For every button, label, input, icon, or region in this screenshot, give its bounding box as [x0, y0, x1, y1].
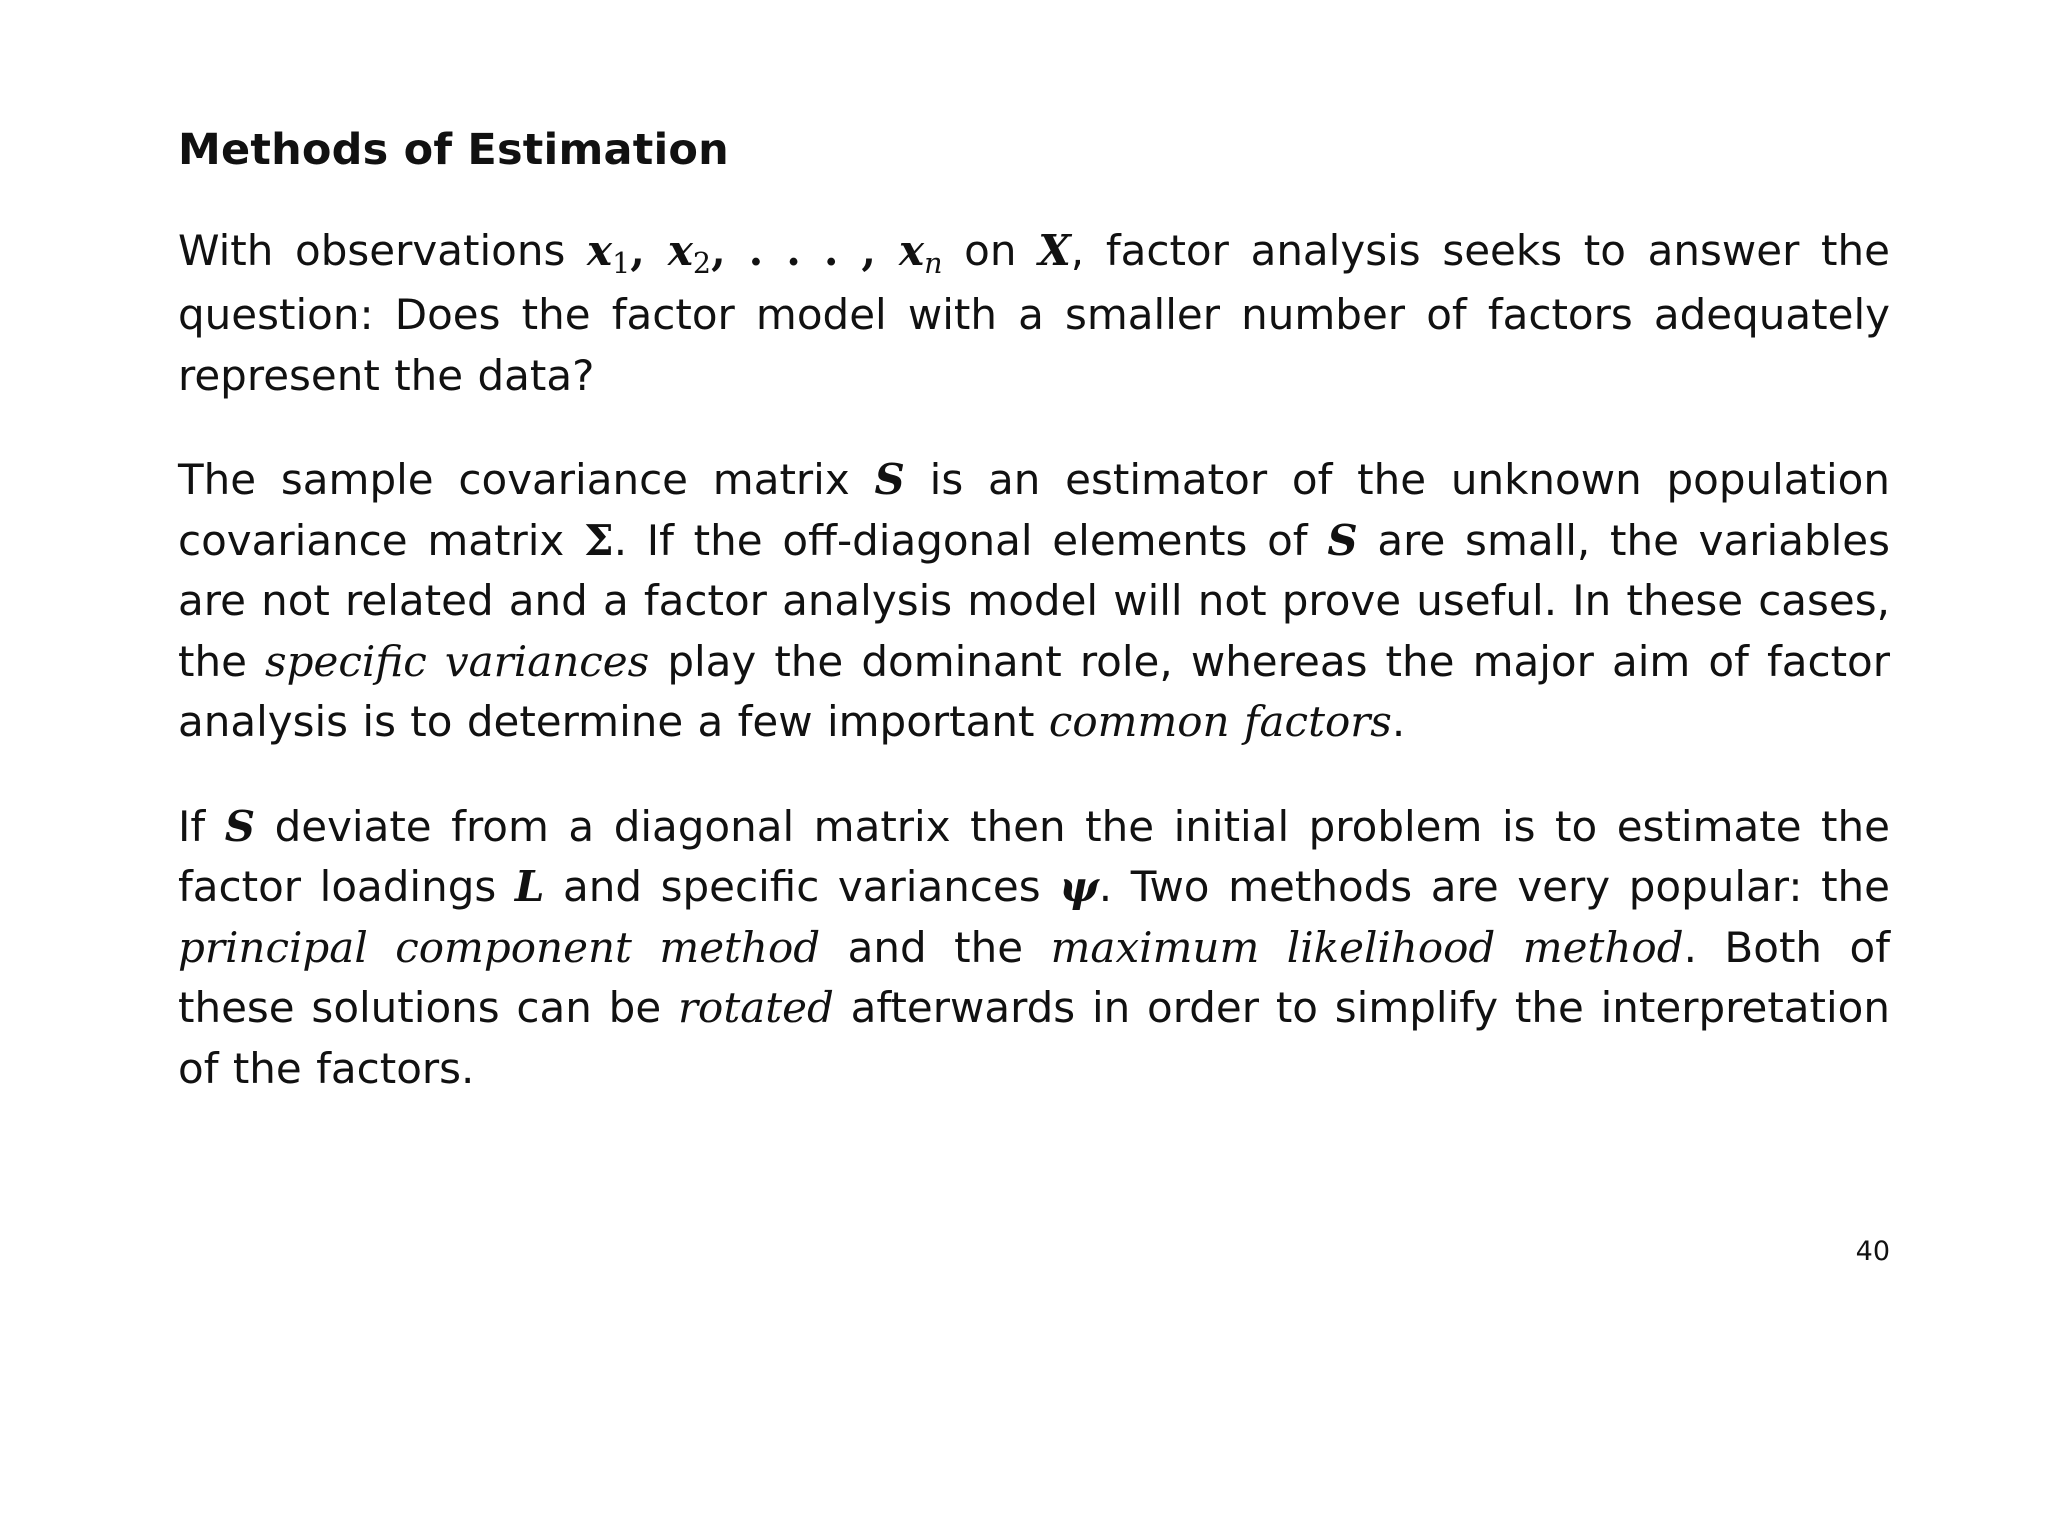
math-x: x [667, 225, 693, 275]
text: and specific variances [544, 862, 1060, 912]
emphasis-principal-component-method: principal component method [178, 922, 821, 972]
text: , factor analysis seeks to answer the question: Does the factor model with a smaller number of factors adequately represent the data? [178, 225, 1890, 400]
text: . If the off-diagonal elements of [613, 515, 1328, 565]
text: are small, the variables are not related and a factor analysis model will not prove useful. In these cases, the [178, 515, 1890, 686]
text: is an estimator of the unknown population covariance matrix [178, 455, 1891, 565]
math-L: L [514, 862, 545, 912]
text: afterwards in order to simplify the interpretation of the factors. [178, 983, 1890, 1093]
page-number: 40 [1855, 1236, 1890, 1267]
emphasis-maximum-likelihood-method: maximum likelihood method [1050, 922, 1684, 972]
math-S: S [1327, 515, 1358, 565]
emphasis-common-factors: common factors [1048, 697, 1392, 747]
emphasis-rotated: rotated [677, 983, 834, 1033]
text: If [178, 801, 225, 851]
math-x: x [899, 225, 925, 275]
math-psi: ψ [1059, 862, 1099, 912]
text: . Two methods are very popular: the [1098, 862, 1890, 912]
text: on [942, 225, 1039, 275]
text: and the [820, 922, 1051, 972]
math-X: X [1038, 225, 1071, 275]
math-Sigma: Σ [583, 515, 614, 565]
slide-content [178, 125, 1890, 1143]
emphasis-specific-variances: specific variances [265, 636, 650, 686]
paragraph-observations [178, 221, 1890, 407]
paragraph-methods [178, 797, 1890, 1100]
text: With observations [178, 225, 588, 275]
text: The sample covariance matrix [178, 455, 875, 505]
math-S: S [874, 455, 905, 505]
math-subscript: 1 [612, 245, 631, 280]
math-separator: , [630, 225, 668, 275]
slide-title: Methods of Estimation [178, 125, 729, 175]
text: . Both of these solutions can be [178, 922, 1891, 1033]
math-S: S [224, 801, 256, 851]
math-separator: , . . . , [711, 225, 900, 275]
text: . [1391, 697, 1406, 747]
text: play the dominant role, whereas the major aim of factor analysis is to determine a few important [178, 636, 1891, 747]
text: deviate from a diagonal matrix then the initial problem is to estimate the factor loadings [178, 801, 1890, 912]
paragraph-covariance [178, 450, 1890, 753]
math-x: x [587, 225, 613, 275]
math-subscript: 2 [692, 245, 712, 280]
math-subscript: n [924, 245, 943, 280]
